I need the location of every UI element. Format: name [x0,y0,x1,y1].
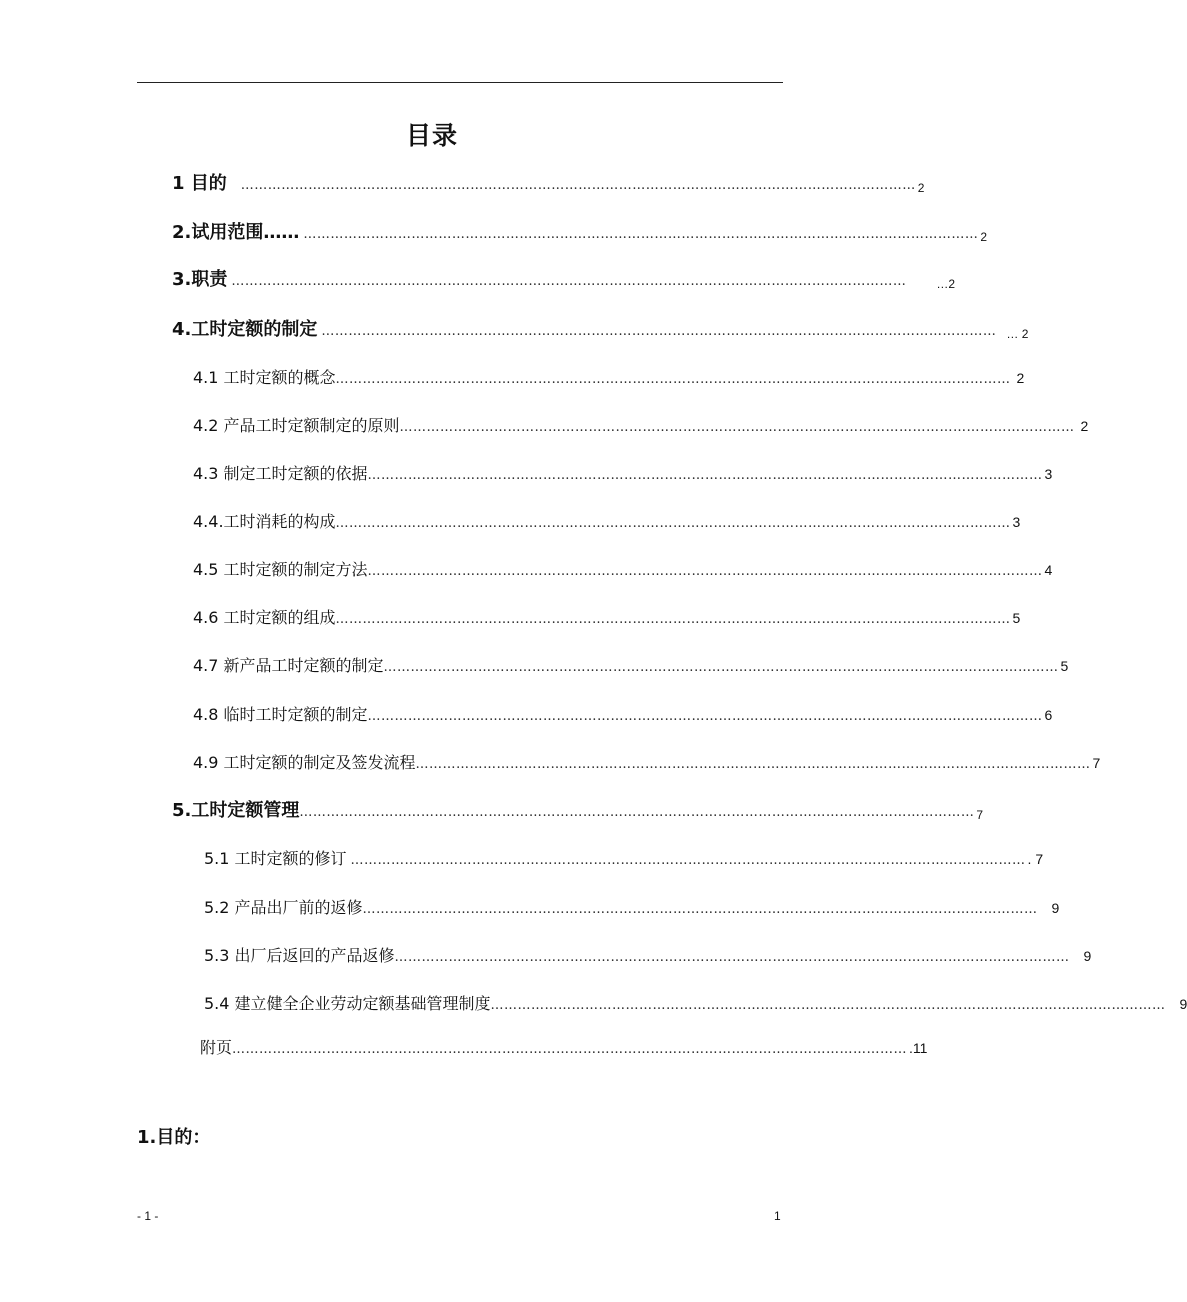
toc-entry-page: …2 [936,277,956,291]
toc-entry-label: 5.4 建立健全企业劳动定额基础管理制度 [204,994,491,1013]
toc-leader: …………………………………………………………………………………………………………………………………… [383,660,1059,675]
toc-entry-page: 3 [1012,514,1021,530]
toc-entry-label: 4.1 工时定额的概念 [193,368,336,387]
toc-entry-label: 4.6 工时定额的组成 [193,608,336,627]
toc-leader: …………………………………………………………………………………………………………………………………… [367,564,1043,579]
toc-entry-label: 1 目的 [172,173,227,194]
toc-leader: …………………………………………………………………………………………………………………………………… [299,805,975,820]
toc-entry-page: . 7 [1027,851,1044,867]
toc-entry-label: 3.职责 [172,269,228,290]
toc-entry-4[interactable] [172,318,1029,344]
toc-entry-4-9[interactable] [193,751,1101,777]
toc-leader: …………………………………………………………………………………………………………………………………… [232,1042,908,1057]
toc-entry-label: 4.5 工时定额的制定方法 [193,560,368,579]
toc-title: 目录 [405,121,458,150]
toc-entry-page: 3 [1044,466,1053,482]
toc-entry-label: 4.工时定额的制定 [172,319,318,340]
toc-entry-page: 5 [1012,610,1021,626]
toc-entry-4-7[interactable] [193,654,1069,680]
toc-entry-4-8[interactable] [193,703,1053,729]
toc-entry-page: … 2 [1006,327,1029,341]
toc-leader: …………………………………………………………………………………………………………………………………… [335,516,1011,531]
toc-leader: …………………………………………………………………………………………………………………………………… [240,178,916,193]
toc-entry-page: 7 [1092,755,1101,771]
toc-entry-label: 4.8 临时工时定额的制定 [193,705,368,724]
toc-entry-4-1[interactable] [193,366,1025,392]
toc-entry-label: 2.试用范围…… [172,222,300,243]
header-rule [137,82,783,83]
toc-entry-1[interactable] [172,172,925,198]
toc-leader: …………………………………………………………………………………………………………………………………… [335,372,1011,387]
toc-leader: …………………………………………………………………………………………………………………………………… [231,274,907,289]
toc-entry-page: 9 [1051,900,1060,916]
toc-entry-page: 4 [1044,562,1053,578]
toc-entry-page: .11 [909,1040,928,1056]
toc-entry-5-2[interactable] [204,896,1060,922]
toc-entry-label: 4.9 工时定额的制定及签发流程 [193,753,416,772]
toc-entry-5-3[interactable] [204,944,1092,970]
toc-entry-5[interactable] [172,799,984,825]
footer-page-number: - 1 - [137,1209,159,1223]
toc-entry-page: 2 [1080,418,1089,434]
toc-entry-4-4[interactable] [193,510,1021,536]
toc-leader: …………………………………………………………………………………………………………………………………… [321,324,997,339]
toc-entry-page: 2 [917,181,925,195]
toc-entry-4-3[interactable] [193,462,1053,488]
toc-leader: …………………………………………………………………………………………………………………………………… [367,468,1043,483]
toc-entry-label: 4.3 制定工时定额的依据 [193,464,368,483]
toc-entry-5-1[interactable] [204,847,1044,873]
section-heading: 1.目的： [137,1127,211,1148]
toc-entry-4-2[interactable] [193,414,1089,440]
toc-entry-page: 6 [1044,707,1053,723]
toc-leader: …………………………………………………………………………………………………………………………………… [394,950,1070,965]
toc-entry-page: 9 [1083,948,1092,964]
toc-leader: …………………………………………………………………………………………………………………………………… [490,998,1166,1013]
toc-leader: …………………………………………………………………………………………………………………………………… [350,853,1026,868]
toc-entry-3[interactable] [172,268,956,294]
toc-entry-appendix[interactable] [200,1036,928,1062]
toc-entry-2[interactable] [172,221,988,247]
footer-page-index: 1 [774,1209,781,1223]
toc-entry-page: 7 [976,808,984,822]
toc-entry-page: 5 [1060,658,1069,674]
toc-entry-label: 4.4.工时消耗的构成 [193,512,336,531]
toc-entry-5-4[interactable] [204,992,1187,1018]
toc-leader: …………………………………………………………………………………………………………………………………… [415,757,1091,772]
toc-entry-page: 2 [980,230,988,244]
toc-entry-label: 5.2 产品出厂前的返修 [204,898,363,917]
toc-leader: …………………………………………………………………………………………………………………………………… [303,227,979,242]
toc-entry-label: 4.2 产品工时定额制定的原则 [193,416,400,435]
toc-entry-4-6[interactable] [193,606,1021,632]
toc-entry-label: 5.3 出厂后返回的产品返修 [204,946,395,965]
toc-leader: …………………………………………………………………………………………………………………………………… [362,902,1038,917]
toc-entry-page: 2 [1016,370,1025,386]
toc-entry-4-5[interactable] [193,558,1053,584]
toc-entry-page: 9 [1179,996,1187,1012]
toc-entry-label: 4.7 新产品工时定额的制定 [193,656,384,675]
toc-leader: …………………………………………………………………………………………………………………………………… [335,612,1011,627]
toc-leader: …………………………………………………………………………………………………………………………………… [399,420,1075,435]
toc-entry-label: 附页 [200,1038,233,1057]
toc-leader: …………………………………………………………………………………………………………………………………… [367,709,1043,724]
toc-entry-label: 5.工时定额管理 [172,800,300,821]
toc-entry-label: 5.1 工时定额的修订 [204,849,347,868]
